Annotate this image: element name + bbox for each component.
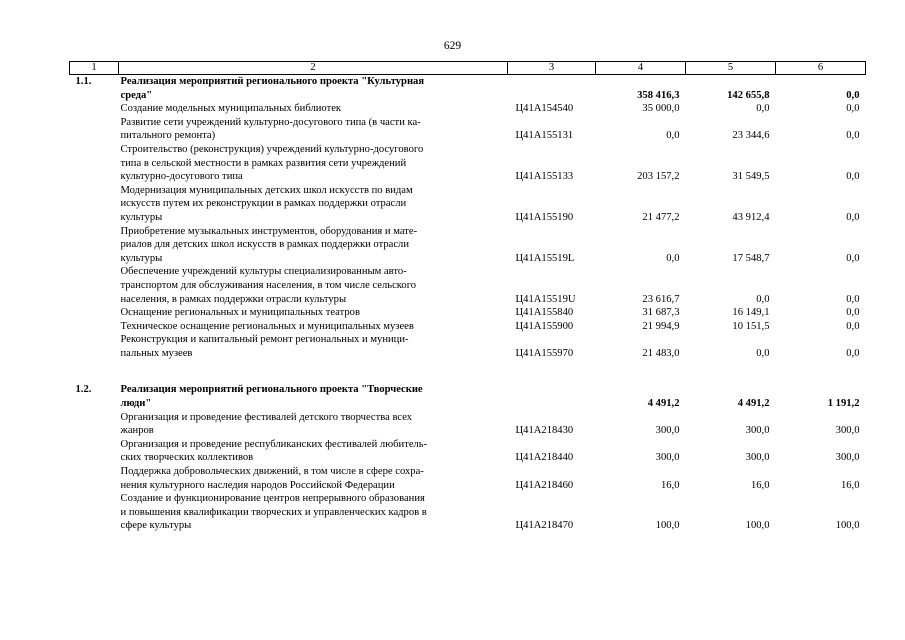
table-row — [70, 102, 866, 116]
row-code: Ц41A155190 — [515, 211, 574, 223]
row-description-line: Организация и проведение республиканских фестивалей любитель- — [120, 438, 428, 450]
section-title — [119, 75, 508, 103]
row-description-line: Приобретение музыкальных инструментов, оборудования и мате- — [120, 225, 418, 237]
section-title-line: среда" — [120, 89, 153, 101]
section-number: 1.2. — [75, 384, 92, 396]
row-number — [70, 492, 119, 533]
column-header-6: 6 — [776, 62, 866, 75]
row-value-col6: 0,0 — [846, 211, 860, 223]
row-number — [70, 333, 119, 360]
section-spacer — [70, 360, 866, 383]
table-row — [70, 320, 866, 334]
row-number — [70, 184, 119, 225]
column-header-3: 3 — [508, 62, 596, 75]
row-value-col6: 0,0 — [846, 347, 860, 359]
row-value-col4: 21 994,9 — [642, 320, 680, 332]
row-code: Ц41A15519L — [515, 252, 575, 264]
row-number — [70, 116, 119, 143]
row-description-line: транспортом для обслуживания населения, в том числе сельского — [120, 279, 417, 291]
row-code: Ц41A218440 — [515, 452, 574, 464]
row-value-col6: 0,0 — [846, 307, 860, 319]
row-description-line: населения, в рамках поддержки отрасли культуры — [120, 293, 347, 305]
section-total-col5: 4 491,2 — [737, 398, 770, 410]
column-header-4: 4 — [596, 62, 686, 75]
row-code: Ц41A154540 — [515, 103, 574, 115]
row-value-col5: 10 151,5 — [732, 320, 770, 332]
row-code: Ц41A155131 — [515, 130, 574, 142]
row-description-line: Модернизация муниципальных детских школ искусств по видам — [120, 184, 413, 196]
row-description-line: Строительство (реконструкция) учреждений культурно-досугового — [120, 143, 424, 155]
row-value-col6: 300,0 — [835, 425, 860, 437]
section-total-col5: 142 655,8 — [727, 89, 770, 101]
row-description — [119, 184, 508, 225]
row-description — [119, 306, 508, 320]
row-description-line: пальных музеев — [120, 347, 193, 359]
table-body — [70, 75, 866, 534]
table-row — [70, 333, 866, 360]
section-title-line: Реализация мероприятий регионального проекта "Культурная — [120, 76, 425, 87]
row-description-line: типа в сельской местности в рамках развития сети учреждений — [120, 157, 407, 169]
row-code: Ц41A155840 — [515, 307, 574, 319]
row-description — [119, 333, 508, 360]
row-value-col4: 0,0 — [666, 130, 680, 142]
section-code — [508, 383, 596, 410]
column-number-header-row — [70, 62, 866, 75]
row-description — [119, 265, 508, 306]
row-value-col6: 16,0 — [840, 479, 860, 491]
row-value-col5: 0,0 — [756, 103, 770, 115]
row-description — [119, 320, 508, 334]
row-code: Ц41A218430 — [515, 425, 574, 437]
row-description-line: Обеспечение учреждений культуры специализированным авто- — [120, 266, 407, 278]
row-value-col5: 300,0 — [745, 425, 770, 437]
table-row — [70, 116, 866, 143]
row-value-col6: 0,0 — [846, 293, 860, 305]
row-value-col4: 35 000,0 — [642, 103, 680, 115]
row-description-line: культуры — [120, 211, 163, 223]
table-row — [70, 465, 866, 492]
row-value-col6: 0,0 — [846, 130, 860, 142]
row-description — [119, 116, 508, 143]
section-title-line: Реализация мероприятий регионального проекта "Творческие — [120, 384, 423, 396]
row-description-line: Оснащение региональных и муниципальных театров — [120, 307, 360, 319]
table-row — [70, 306, 866, 320]
row-number — [70, 143, 119, 184]
row-description-line: риалов для детских школ искусств в рамках поддержки отрасли — [120, 239, 409, 251]
row-value-col6: 100,0 — [835, 520, 860, 532]
row-description — [119, 411, 508, 438]
column-header-2: 2 — [119, 62, 508, 75]
row-number — [70, 320, 119, 334]
row-description-line: Организация и проведение фестивалей детского творчества всех — [120, 411, 413, 423]
row-description-line: Создание модельных муниципальных библиотек — [120, 103, 342, 115]
row-code: Ц41A155900 — [515, 320, 574, 332]
row-code: Ц41A155133 — [515, 171, 574, 183]
table-row — [70, 492, 866, 533]
row-description-line: искусств путем их реконструкции в рамках поддержки отрасли — [120, 198, 407, 210]
section-total-col6: 0,0 — [846, 89, 860, 101]
row-value-col4: 203 157,2 — [637, 171, 680, 183]
page-number: 629 — [443, 40, 462, 52]
row-number — [70, 102, 119, 116]
row-description — [119, 225, 508, 266]
section-row — [70, 383, 866, 410]
row-description — [119, 492, 508, 533]
row-value-col6: 300,0 — [835, 452, 860, 464]
row-value-col4: 300,0 — [655, 425, 680, 437]
spacer-cell — [70, 360, 866, 383]
table-row — [70, 184, 866, 225]
row-value-col6: 0,0 — [846, 252, 860, 264]
table-row — [70, 411, 866, 438]
row-number — [70, 465, 119, 492]
section-total-col6: 1 191,2 — [827, 398, 860, 410]
row-value-col4: 23 616,7 — [642, 293, 680, 305]
row-value-col6: 0,0 — [846, 320, 860, 332]
row-value-col6: 0,0 — [846, 171, 860, 183]
row-value-col5: 16,0 — [750, 479, 770, 491]
section-row — [70, 75, 866, 103]
row-description-line: сфере культуры — [120, 520, 192, 532]
row-code: Ц41A15519U — [515, 293, 576, 305]
row-value-col4: 0,0 — [666, 252, 680, 264]
section-total-col4: 4 491,2 — [647, 398, 680, 410]
row-value-col5: 16 149,1 — [732, 307, 770, 319]
row-number — [70, 225, 119, 266]
row-value-col4: 31 687,3 — [642, 307, 680, 319]
row-description — [119, 102, 508, 116]
row-description-line: и повышения квалификации творческих и управленческих кадров в — [120, 506, 427, 518]
row-value-col4: 21 477,2 — [642, 211, 680, 223]
row-value-col5: 23 344,6 — [732, 130, 770, 142]
row-description — [119, 438, 508, 465]
row-code: Ц41A218460 — [515, 479, 574, 491]
row-description-line: ских творческих коллективов — [120, 452, 254, 464]
column-header-1: 1 — [70, 62, 119, 75]
table-row — [70, 438, 866, 465]
table-row — [70, 265, 866, 306]
table-row — [70, 225, 866, 266]
row-value-col5: 31 549,5 — [732, 171, 770, 183]
section-number: 1.1. — [75, 76, 92, 87]
row-number — [70, 411, 119, 438]
row-value-col5: 0,0 — [756, 347, 770, 359]
row-code: Ц41A155970 — [515, 347, 574, 359]
row-value-col4: 300,0 — [655, 452, 680, 464]
row-description-line: Техническое оснащение региональных и муниципальных музеев — [120, 320, 414, 332]
row-description-line: нения культурного наследия народов Российской Федерации — [120, 479, 395, 491]
row-description-line: Создание и функционирование центров непрерывного образования — [120, 493, 425, 505]
row-code: Ц41A218470 — [515, 520, 574, 532]
row-description — [119, 465, 508, 492]
row-number — [70, 265, 119, 306]
section-title-line: люди" — [120, 398, 152, 410]
row-description-line: Реконструкция и капитальный ремонт региональных и муници- — [120, 334, 409, 346]
column-header-5: 5 — [686, 62, 776, 75]
row-number — [70, 438, 119, 465]
row-description-line: питального ремонта) — [120, 130, 216, 142]
row-description — [119, 143, 508, 184]
row-value-col5: 300,0 — [745, 452, 770, 464]
row-description-line: культуры — [120, 252, 163, 264]
row-value-col6: 0,0 — [846, 103, 860, 115]
section-code — [508, 75, 596, 103]
row-number — [70, 306, 119, 320]
row-value-col5: 17 548,7 — [732, 252, 770, 264]
table-row — [70, 143, 866, 184]
section-total-col4: 358 416,3 — [637, 89, 680, 101]
row-value-col4: 100,0 — [655, 520, 680, 532]
row-description-line: Поддержка добровольческих движений, в том числе в сфере сохра- — [120, 466, 424, 478]
row-value-col5: 100,0 — [745, 520, 770, 532]
section-title — [119, 383, 508, 410]
row-description-line: Развитие сети учреждений культурно-досугового типа (в части ка- — [120, 116, 421, 128]
row-description-line: культурно-досугового типа — [120, 171, 243, 183]
row-description-line: жанров — [120, 425, 154, 437]
row-value-col5: 0,0 — [756, 293, 770, 305]
row-value-col5: 43 912,4 — [732, 211, 770, 223]
budget-table — [69, 61, 866, 533]
row-value-col4: 16,0 — [660, 479, 680, 491]
row-value-col4: 21 483,0 — [642, 347, 680, 359]
